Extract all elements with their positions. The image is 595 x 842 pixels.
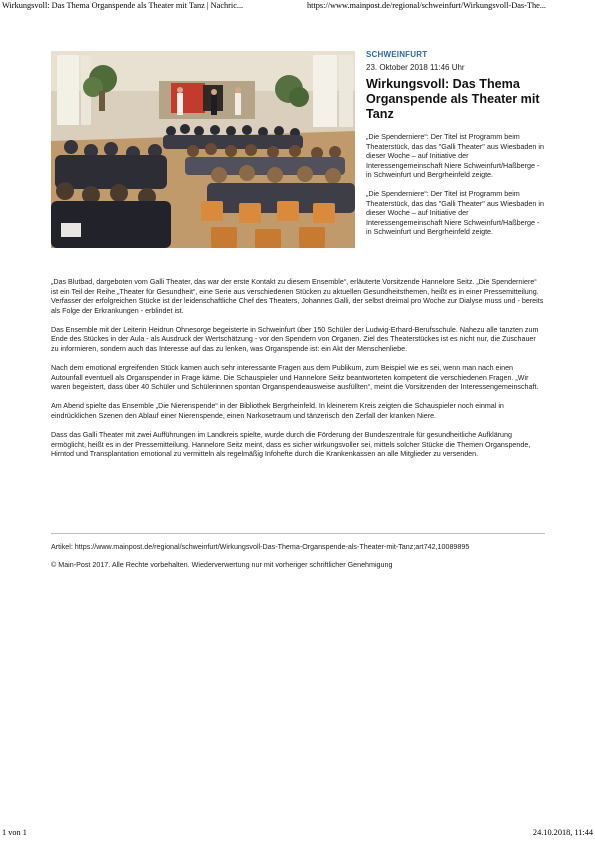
article-body (51, 278, 545, 469)
article-link[interactable]: Artikel: https://www.mainpost.de/regional/schweinfurt/Wirkungsvoll-Das-Thema-Organspende-als-Theater-mit-Tanz;art742,10089895 (51, 543, 470, 551)
print-footer (2, 828, 593, 840)
copyright-notice: © Main-Post 2017. Alle Rechte vorbehalten. Wiederverwertung nur mit vorheriger schriftlicher Genehmigung (51, 560, 393, 569)
page-number: 1 von 1 (2, 828, 27, 837)
article-photo (51, 51, 355, 248)
print-header-url: https://www.mainpost.de/regional/schweinfurt/Wirkungsvoll-Das-The... (307, 1, 547, 10)
body-paragraph: Das Ensemble mit der Leiterin Heidrun Ohnesorge begeisterte in Schweinfurt über 150 Schüler der Ludwig-Erhard-Berufsschule. Nahezu alle tanzten zum Ende des Stückes in der Aula - als Ausdruck der Wertschätzung - vor den Spendern von Organen. Ziel des Theaterstückes ist es nicht nur, die Zuschauer zu informieren, sondern auch das Interesse auf das zu lenken, was Organspende ist: ein Akt der Menschenliebe. (51, 325, 539, 354)
article-headline: Wirkungsvoll: Das Thema Organspende als Theater mit Tanz (366, 77, 540, 121)
divider (51, 533, 545, 534)
publish-date: 23. Oktober 2018 11:46 Uhr (366, 63, 465, 72)
article-header (366, 50, 546, 246)
print-header (2, 1, 593, 13)
print-header-title: Wirkungsvoll: Das Thema Organspende als Theater mit Tanz | Nachric... (2, 1, 244, 10)
body-paragraph: Dass das Galli Theater mit zwei Aufführungen im Landkreis spielte, wurde durch die Förderung der Bundeszentrale für gesundheitliche Aufklärung ermöglicht, heißt es in der Pressemitteilung. Hannelore Seitz meint, dass es sicher wirkungsvoller sei, mittels solcher Stücke die Themen Organspende, Hirntod und Transplantation emotional zu vermitteln als regelmäßig Infohefte durch die Krankenkassen an alle Mitglieder zu versenden. (51, 431, 531, 459)
body-paragraph: Nach dem emotional ergreifenden Stück kamen auch sehr interessante Fragen aus dem Publikum, zum Beispiel wie es sei, wenn man nach einen Autounfall eventuell als Organspender in Frage käme. Die Schauspieler und Hannelore Seitz beantworteten kompetent die verschiedenen Fragen. „Wir waren begeistert, dass über 40 Schüler und Schülerinnen spontan Organspendeausweise ausfüllten“, meint die Vorsitzenden der Interessengemeinschaft. (51, 364, 539, 392)
body-paragraph: „Das Blutbad, dargeboten vom Galli Theater, das war der erste Kontakt zu diesem Ensemble“, erläuterte Vorsitzende Hannelore Seitz. „Die Spenderniere“ ist ein Teil der Reihe „Theater für Gesundheit“, eine Serie aus verschiedenen Stücken zu aktuellen Gesundheitsthemen, heißt es in einer Pressemitteilung. Verfasser der erfolgreichen Stücke ist der leidenschaftliche Chef des Theaters, Johannes Galli, der selbst dreimal pro Woche zur Dialyse muss und - bereits als Folge der Erkrankungen - erblindet ist. (51, 278, 544, 315)
lead-paragraph: „Die Spenderniere“: Der Titel ist Programm beim Theaterstück, das das "Galli Theater" aus Wiesbaden in dieser Woche – auf Initiative der Interessengemeinschaft Niere Schweinfurt/Haßberge - in Schweinfurt und Bergrheinfeld zeigte. (366, 188, 544, 237)
article-meta (51, 543, 545, 578)
body-paragraph: Am Abend spielte das Ensemble „Die Nierenspende“ in der Bibliothek Bergrheinfeld. In kleinerem Kreis zeigten die Schauspieler noch einmal in eindrücklichen Szenen den Ablauf einer Nierenspende, einen Narkosetraum und tänzerisch den Zerfall der kranken Niere. (51, 402, 504, 421)
section-label: SCHWEINFURT (366, 50, 428, 59)
lead-paragraph: „Die Spenderniere“: Der Titel ist Programm beim Theaterstück, das das "Galli Theater" aus Wiesbaden in dieser Woche – auf Initiative der Interessengemeinschaft Niere Schweinfurt/Haßberge - in Schweinfurt und Bergrheinfeld zeigte. (366, 132, 544, 180)
print-datetime: 24.10.2018, 11:44 (532, 828, 593, 837)
